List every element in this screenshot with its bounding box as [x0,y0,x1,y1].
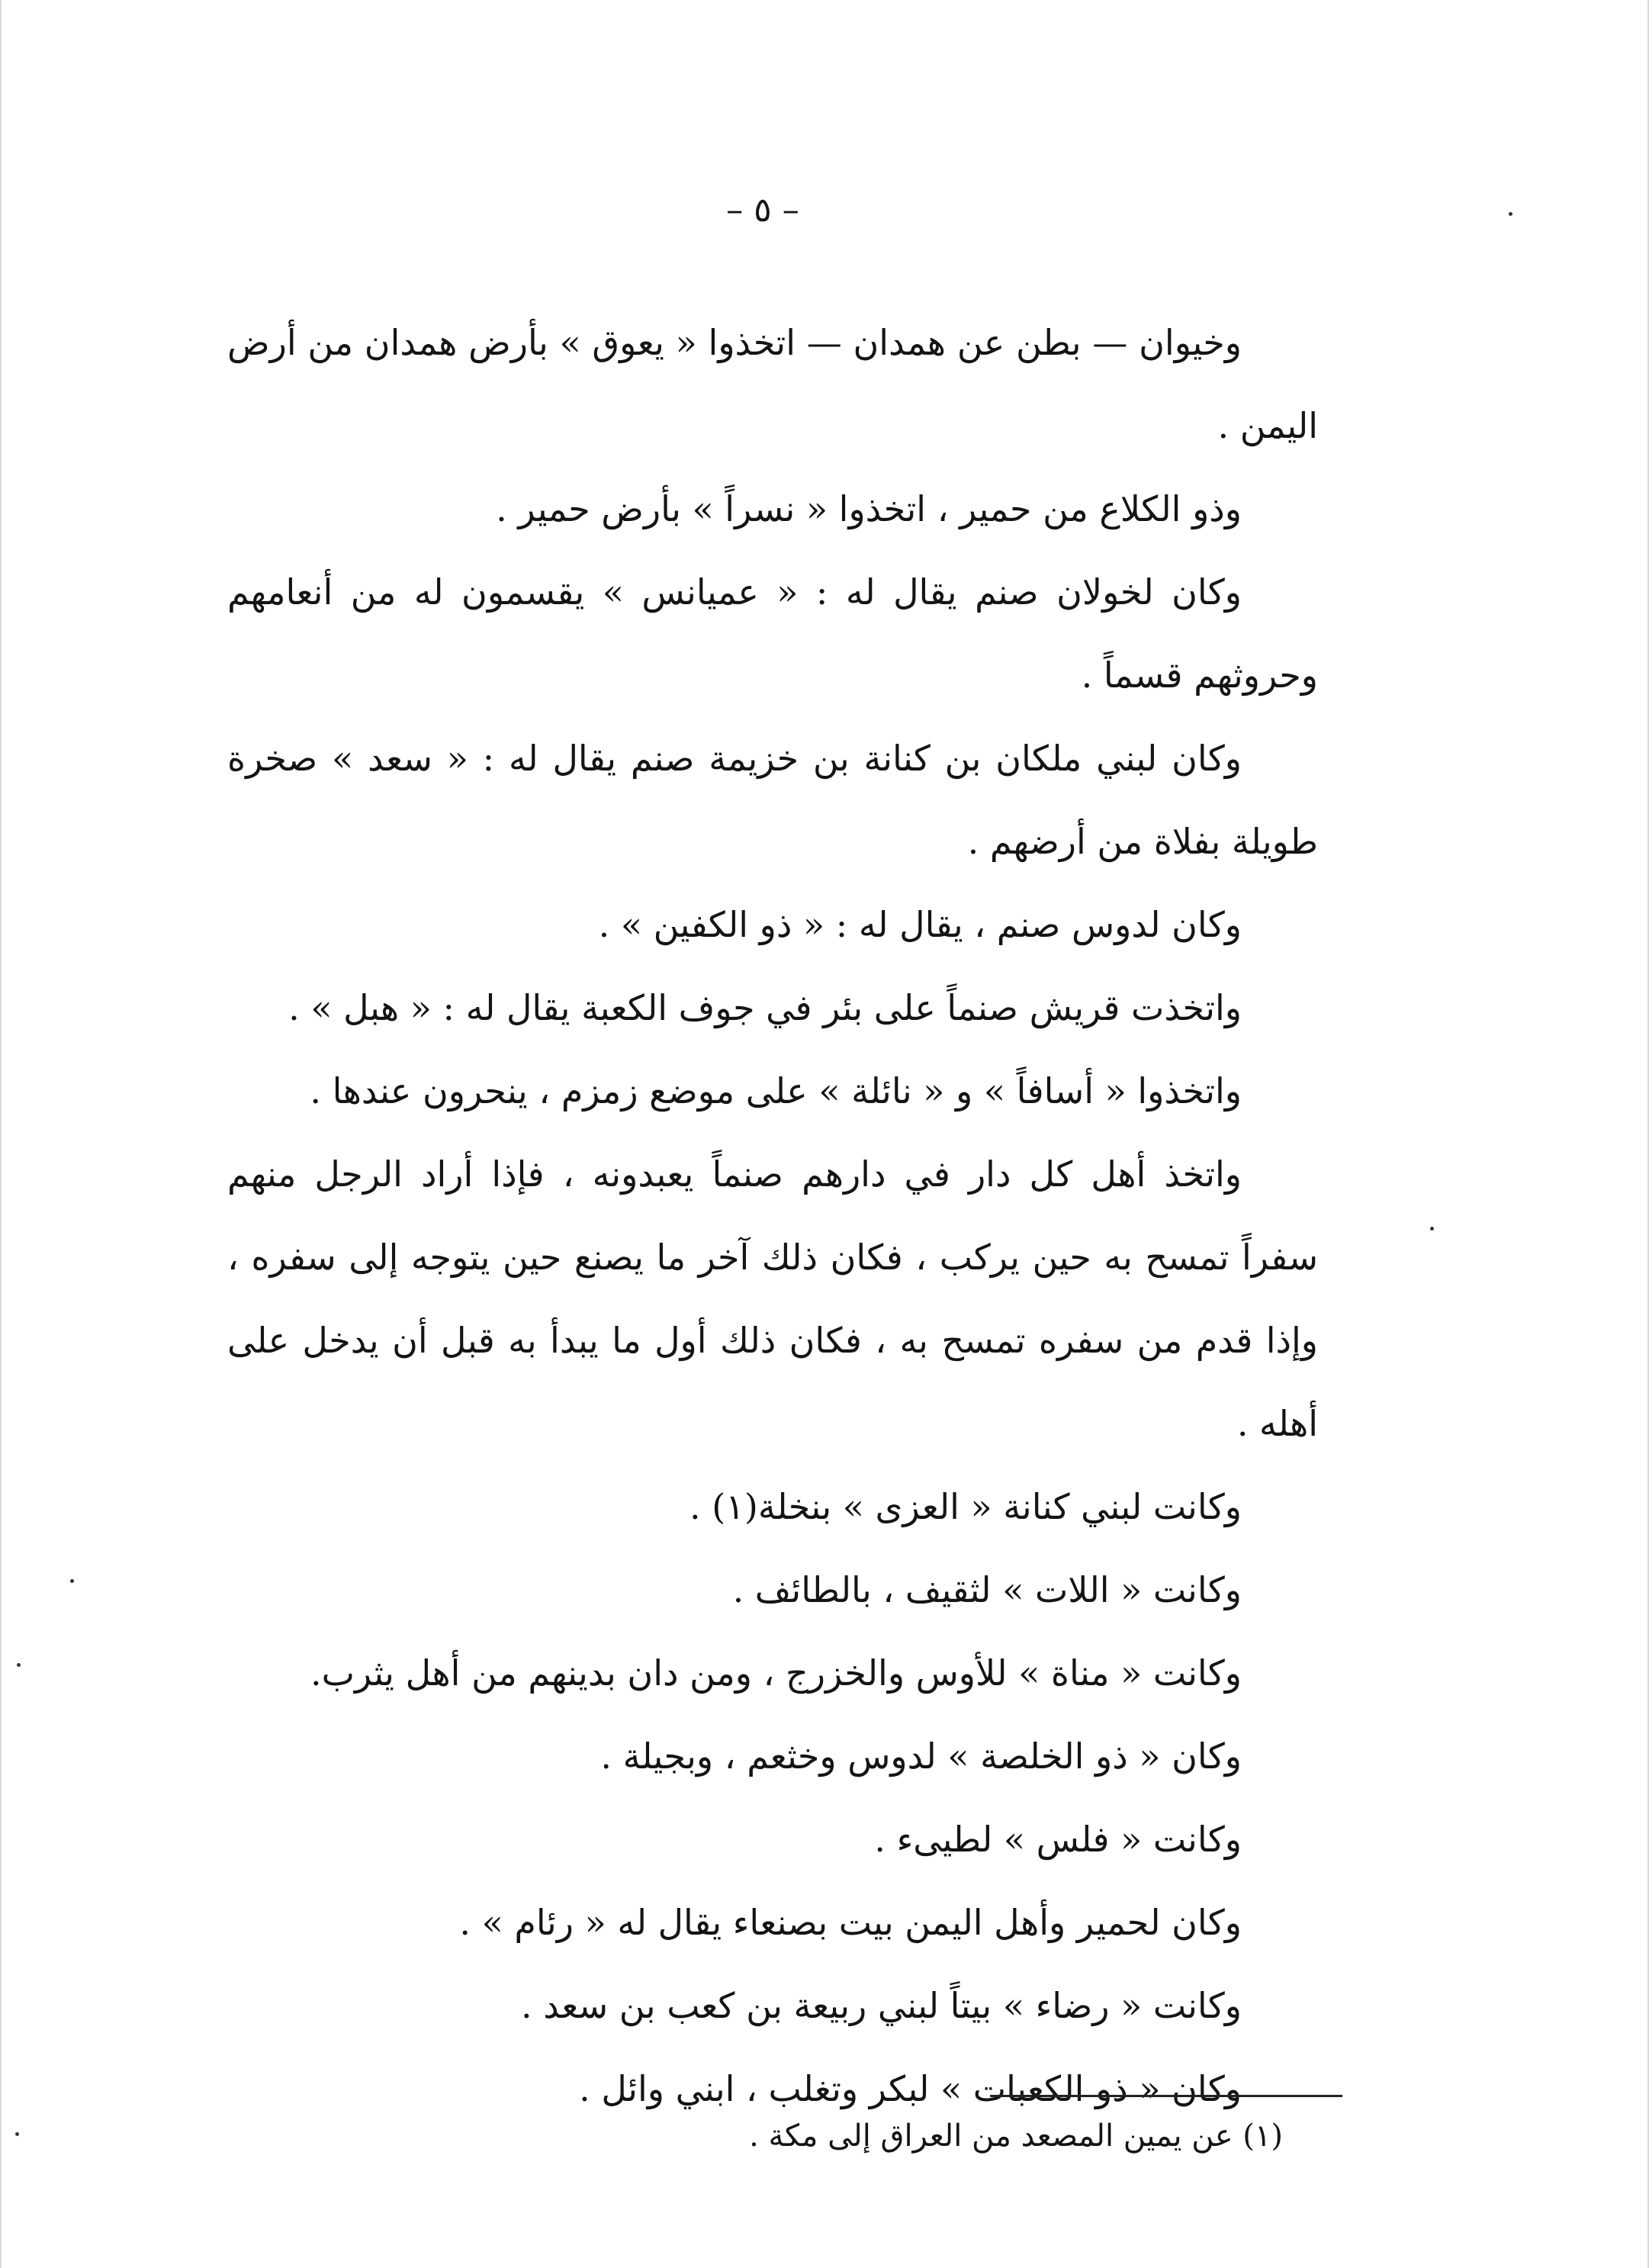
scan-speck [70,1579,74,1583]
paragraph: واتخذت قريش صنماً على بئر في جوف الكعبة يقال له : « هبل » . [288,987,1242,1028]
paragraph: وكانت « فلس » لطيىء . [874,1819,1242,1860]
paragraph: وكان « ذو الكعبات » لبكر وتغلب ، ابني وائل . [579,2068,1242,2109]
scan-left-edge [0,0,2,2268]
paragraph: وكان لخولان صنم يقال له : « عميانس » يقسمون له من أنعامهم وحروثهم قسماً . [227,571,1318,696]
body-text [227,301,1318,2131]
scan-speck [1509,212,1512,216]
paragraph: واتخذ أهل كل دار في دارهم صنماً يعبدونه ، فإذا أراد الرجل منهم سفراً تمسح به حين يركب ، فكان ذلك آخر ما يصنع حين يتوجه إلى سفره ، وإذا قدم من سفره تمسح به ، فكان ذلك أول ما يبدأ به قبل أن يدخل على أهله . [227,1153,1318,1444]
scan-speck [17,1663,21,1667]
page-number: – ٥ – [726,191,799,230]
paragraph: وكان « ذو الخلصة » لدوس وخثعم ، وبجيلة . [600,1736,1242,1777]
paragraph: وكانت لبني كنانة « العزى » بنخلة(١) . [689,1486,1242,1527]
paragraph: وكان لدوس صنم ، يقال له : « ذو الكفين » . [598,904,1242,945]
paragraph: وذو الكلاع من حمير ، اتخذوا « نسراً » بأرض حمير . [496,488,1242,529]
paragraph: وكانت « اللات » لثقيف ، بالطائف . [732,1569,1242,1610]
paragraph: وكان لبني ملكان بن كنانة بن خزيمة صنم يقال له : « سعد » صخرة طويلة بفلاة من أرضهم . [227,738,1318,862]
paragraph: وكان لحمير وأهل اليمن بيت بصنعاء يقال له « رئام » . [459,1902,1242,1943]
paragraph: واتخذوا « أسافاً » و « نائلة » على موضع زمزم ، ينحرون عندها . [310,1070,1242,1111]
paragraph: وكانت « رضاء » بيتاً لبني ربيعة بن كعب بن سعد . [521,1985,1242,2026]
paragraph: وخيوان — بطن عن همدان — اتخذوا « يعوق » بأرض همدان من أرض اليمن . [227,322,1318,446]
scan-speck [15,2132,19,2136]
scan-speck [1430,1227,1434,1231]
paragraph: وكانت « مناة » للأوس والخزرج ، ومن دان بدينهم من أهل يثرب. [310,1652,1242,1694]
footnote-divider [990,2095,1342,2097]
footnote: (١) عن يمين المصعد من العراق إلى مكة . [749,2118,1283,2154]
